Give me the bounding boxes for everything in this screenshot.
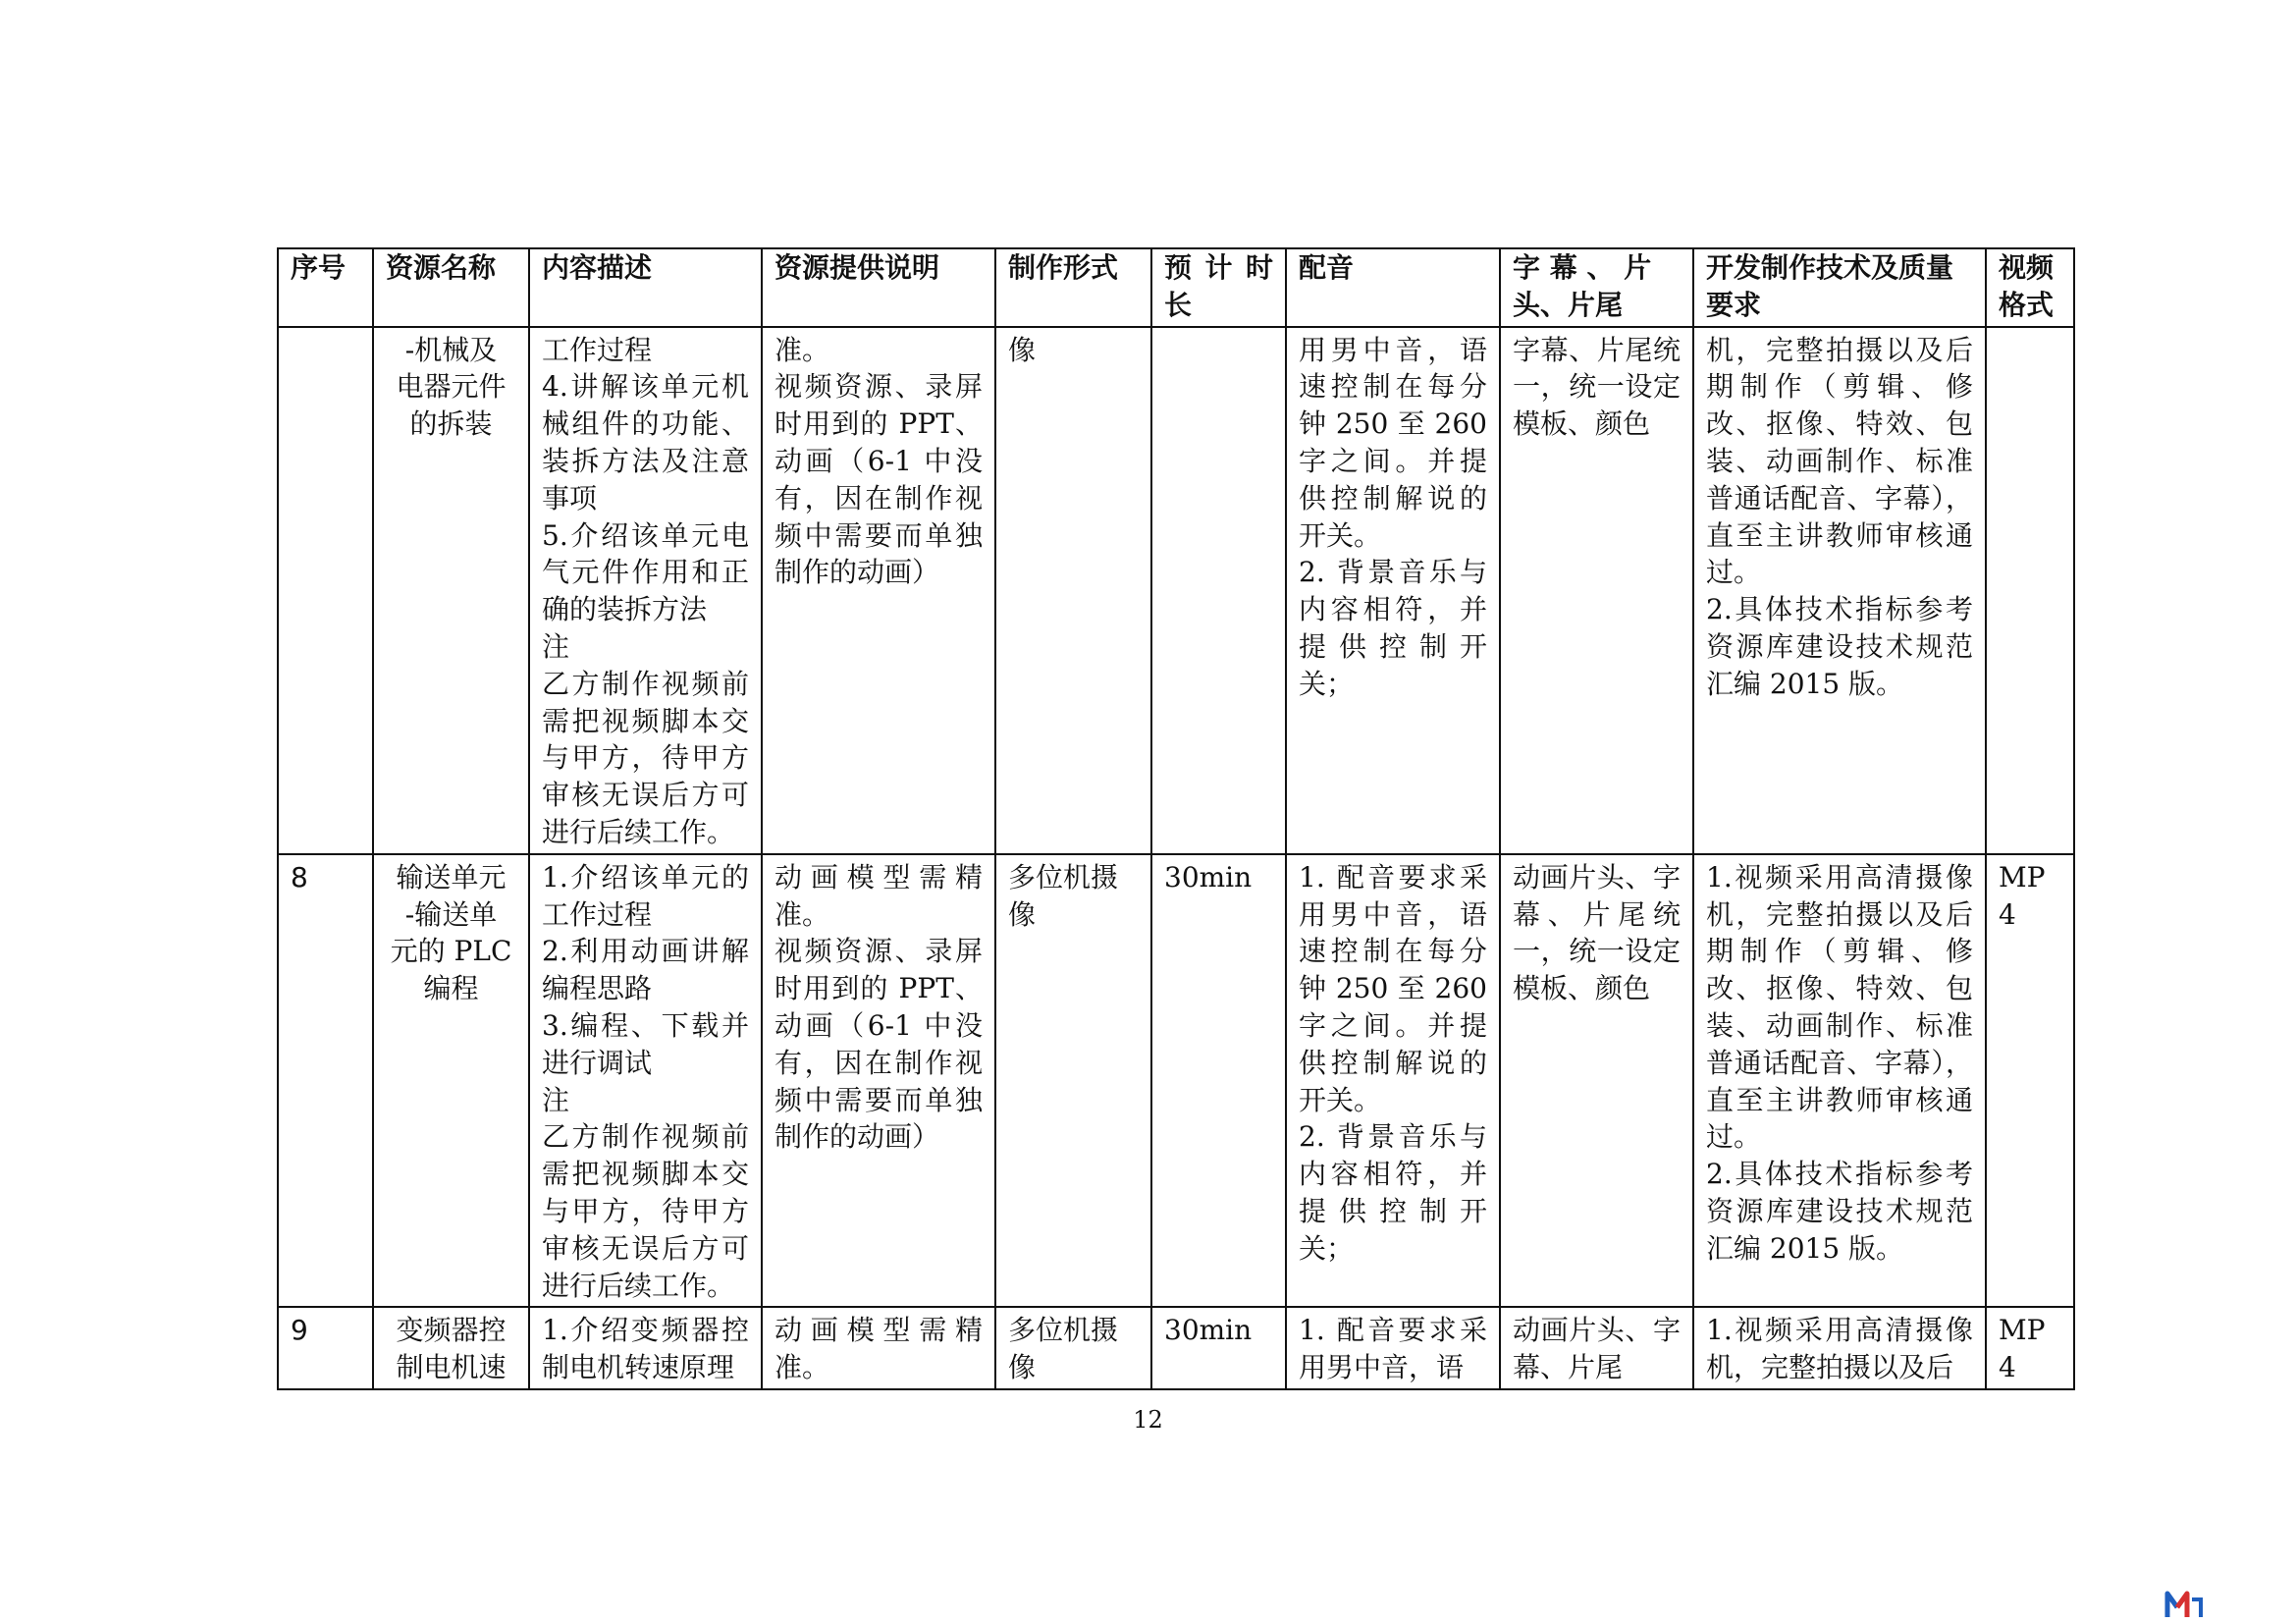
- text-line: 视频资源、录屏时用到的 PPT、动画（6-1 中没有，因在制作视频中需要而单独制作的动画）: [774, 935, 983, 1154]
- cell-duration: 30min: [1151, 854, 1286, 1308]
- logo-accent: [2192, 1599, 2201, 1617]
- cell-quality: [1693, 854, 1986, 1308]
- cell-quality: [1693, 1307, 1986, 1389]
- text-line: 准。: [774, 333, 830, 366]
- text-line: 2. 背景音乐与内容相符，并提供控制开关；: [1299, 1120, 1487, 1265]
- cell-form: [995, 327, 1151, 854]
- cell-dubbing: [1286, 854, 1500, 1308]
- cell-resource-name: [373, 1307, 529, 1389]
- th-resource: 资源提供说明: [762, 248, 995, 327]
- text-line: 4.讲解该单元机械组件的功能、装拆方法及注意事项: [542, 370, 749, 514]
- text-line: 2.具体技术指标参考资源库建设技术规范汇编 2015 版。: [1706, 1158, 1973, 1265]
- text-line: 5.介绍该单元电气元件作用和正确的装拆方法: [542, 518, 749, 626]
- text-line: 编程: [423, 972, 479, 1005]
- text-line: 机，完整拍摄以及后期制作（剪辑、修改、抠像、特效、包装、动画制作、标准普通话配音、字幕），直至主讲教师审核通过。: [1706, 333, 1973, 589]
- cell-subtitle: [1500, 327, 1693, 854]
- th-dubbing: 配音: [1286, 248, 1500, 327]
- text-line: 制电机速: [396, 1351, 507, 1384]
- text-line: 1.视频采用高清摄像机，完整拍摄以及后期制作（剪辑、修改、抠像、特效、包装、动画制作、标准普通话配音、字幕），直至主讲教师审核通过。: [1706, 860, 1973, 1154]
- cell-subtitle: [1500, 854, 1693, 1308]
- cell-resource-name: [373, 327, 529, 854]
- text-line: 元的 PLC: [390, 935, 512, 968]
- text-line: 视频资源、录屏时用到的 PPT、动画（6-1 中没有，因在制作视频中需要而单独制作的动画）: [774, 370, 983, 589]
- th-quality: 开发制作技术及质量要求: [1693, 248, 1986, 327]
- text-line: 像: [1008, 333, 1037, 366]
- table-row: [278, 327, 2074, 854]
- cell-content: [529, 1307, 762, 1389]
- cell-index: 8: [278, 854, 373, 1308]
- cell-resource-note: [762, 327, 995, 854]
- text-line: 动画模型需精准。: [774, 860, 983, 931]
- text-line: 输送单元: [396, 860, 507, 893]
- cell-form: [995, 854, 1151, 1308]
- table-row: [278, 854, 2074, 1308]
- cell-duration: [1151, 327, 1286, 854]
- th-index: 序号: [278, 248, 373, 327]
- text-line: 2. 背景音乐与内容相符，并提供控制开关；: [1299, 556, 1487, 700]
- cell-dubbing: [1286, 327, 1500, 854]
- cell-quality: [1693, 327, 1986, 854]
- text-line: 动画片头、字幕、片尾: [1513, 1314, 1681, 1384]
- resource-spec-table: [277, 247, 2075, 1390]
- table-row: [278, 1307, 2074, 1389]
- text-line: 1. 配音要求采用男中音，语速控制在每分钟 250 至 260 字之间。并提供控制解说的开关。: [1299, 860, 1487, 1116]
- th-content: 内容描述: [529, 248, 762, 327]
- cell-index: [278, 327, 373, 854]
- watermark-logo-icon: [2164, 1588, 2204, 1619]
- logo-stroke-right: [2177, 1594, 2187, 1617]
- cell-duration: 30min: [1151, 1307, 1286, 1389]
- page-number: 12: [1133, 1406, 1163, 1434]
- th-duration: 预 计 时长: [1151, 248, 1286, 327]
- text-line: 动画模型需精准。: [774, 1314, 983, 1384]
- table-header-row: [278, 248, 2074, 327]
- text-line: 动画片头、字幕、片尾统一，统一设定模板、颜色: [1513, 860, 1681, 1005]
- text-line: 2.具体技术指标参考资源库建设技术规范汇编 2015 版。: [1706, 593, 1973, 700]
- text-line: 用男中音，语速控制在每分钟 250 至 260 字之间。并提供控制解说的开关。: [1299, 333, 1487, 552]
- text-line: 多位机摄像: [1008, 860, 1119, 931]
- text-line: -机械及: [404, 333, 498, 366]
- cell-resource-name: [373, 854, 529, 1308]
- text-line: 2.利用动画讲解编程思路: [542, 935, 749, 1005]
- text-line: 3.编程、下载并进行调试: [542, 1008, 749, 1079]
- text-line: 1.介绍变频器控制电机转速原理: [542, 1314, 749, 1384]
- text-line: 注: [542, 629, 570, 663]
- cell-index: 9: [278, 1307, 373, 1389]
- text-line: 1.视频采用高清摄像机，完整拍摄以及后: [1706, 1314, 1973, 1384]
- cell-format: [1986, 327, 2074, 854]
- th-subtitle: 字 幕 、 片头、片尾: [1500, 248, 1693, 327]
- text-line: 的拆装: [409, 407, 493, 441]
- cell-resource-note: [762, 1307, 995, 1389]
- text-line: 乙方制作视频前需把视频脚本交与甲方，待甲方审核无误后方可进行后续工作。: [542, 1120, 749, 1302]
- text-line: 1.介绍该单元的工作过程: [542, 860, 749, 931]
- cell-format: MP4: [1986, 854, 2074, 1308]
- cell-format: MP4: [1986, 1307, 2074, 1389]
- text-line: 多位机摄像: [1008, 1314, 1119, 1384]
- text-line: 字幕、片尾统一，统一设定模板、颜色: [1513, 333, 1681, 441]
- text-line: -输送单: [404, 897, 498, 931]
- th-name: 资源名称: [373, 248, 529, 327]
- cell-subtitle: [1500, 1307, 1693, 1389]
- text-line: 电器元件: [396, 370, 507, 404]
- text-line: 工作过程: [542, 333, 653, 366]
- text-line: 1. 配音要求采用男中音，语: [1299, 1314, 1487, 1384]
- th-form: 制作形式: [995, 248, 1151, 327]
- cell-dubbing: [1286, 1307, 1500, 1389]
- cell-form: [995, 1307, 1151, 1389]
- text-line: 变频器控: [396, 1314, 507, 1347]
- cell-content: [529, 854, 762, 1308]
- text-line: 乙方制作视频前需把视频脚本交与甲方，待甲方审核无误后方可进行后续工作。: [542, 667, 749, 848]
- th-format: 视频格式: [1986, 248, 2074, 327]
- cell-content: [529, 327, 762, 854]
- cell-resource-note: [762, 854, 995, 1308]
- text-line: 注: [542, 1083, 570, 1116]
